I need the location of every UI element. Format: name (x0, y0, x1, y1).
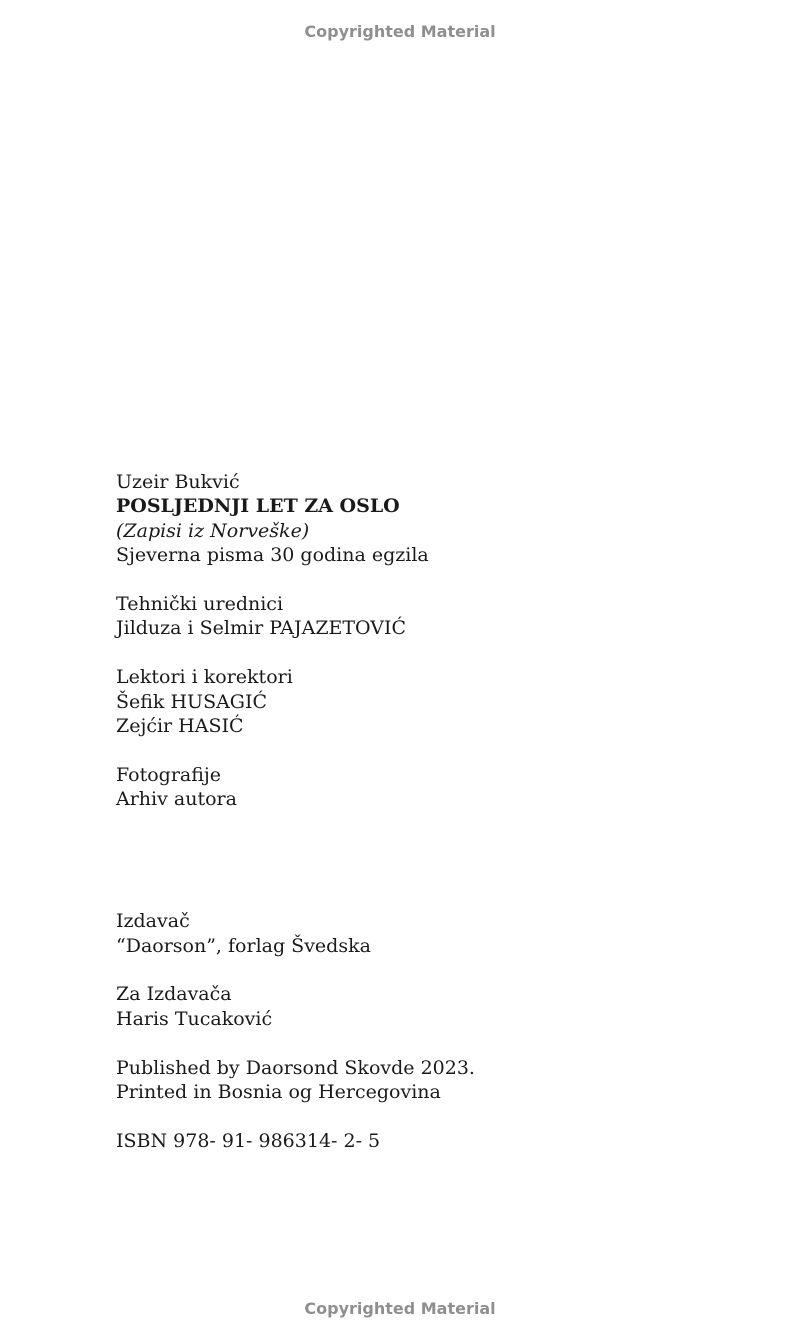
watermark-top: Copyrighted Material (304, 22, 496, 41)
proofreaders-label: Lektori i korektori (116, 666, 293, 689)
published-by: Published by Daorsond Skovde 2023. (116, 1056, 475, 1079)
publisher-label: Izdavač (116, 910, 190, 933)
isbn: ISBN 978- 91- 986314- 2- 5 (116, 1129, 381, 1152)
watermark-bottom: Copyrighted Material (304, 1299, 496, 1318)
technical-editors-names: Jilduza i Selmir PAJAZETOVIĆ (116, 617, 407, 640)
book-title: POSLJEDNJI LET ZA OSLO (116, 495, 400, 518)
proofreader-name: Zejćir HASIĆ (116, 715, 244, 738)
colophon (116, 470, 475, 1153)
technical-editors-label: Tehnički urednici (116, 593, 284, 616)
printed-in: Printed in Bosnia og Hercegovina (116, 1081, 441, 1104)
proofreader-name: Šefik HUSAGIĆ (116, 690, 268, 713)
for-publisher-label: Za Izdavača (116, 983, 232, 1006)
publisher-value: “Daorson”, forlag Švedska (116, 934, 371, 957)
photos-label: Fotografije (116, 763, 222, 786)
author: Uzeir Bukvić (116, 471, 240, 493)
for-publisher-value: Haris Tucaković (116, 1007, 273, 1030)
photos-value: Arhiv autora (116, 788, 237, 811)
book-subtitle: (Zapisi iz Norveške) (116, 519, 310, 542)
book-tagline: Sjeverna pisma 30 godina egzila (116, 544, 429, 567)
